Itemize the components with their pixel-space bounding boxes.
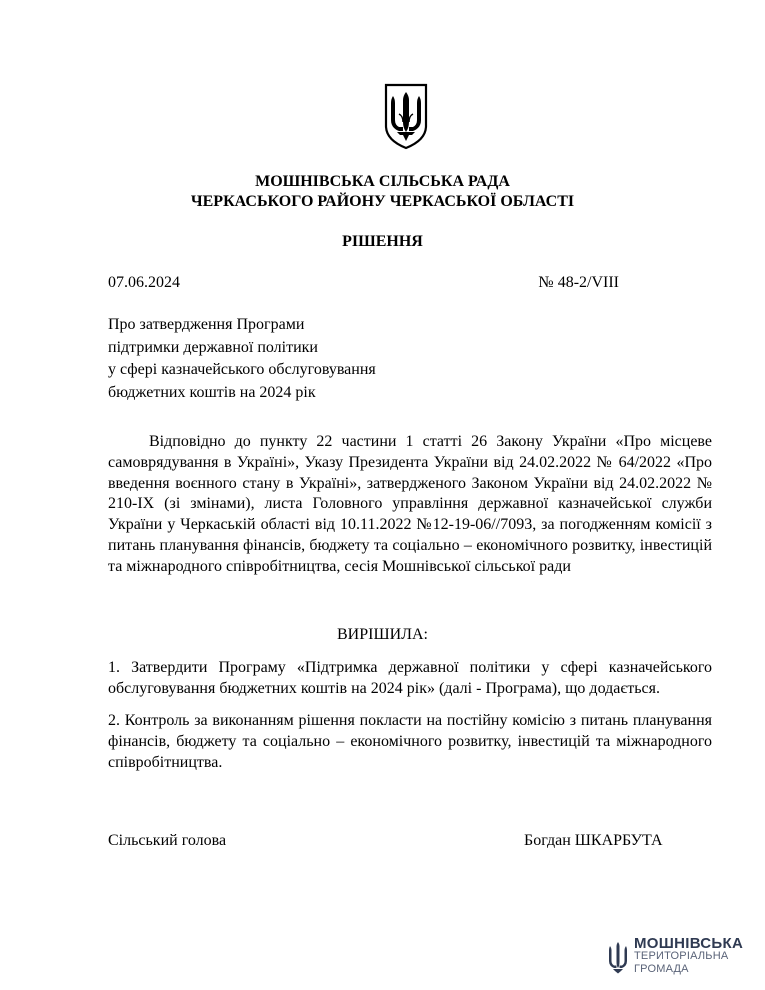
trident-icon xyxy=(382,82,430,150)
coat-of-arms-emblem xyxy=(382,82,430,150)
subject-line: бюджетних коштів на 2024 рік xyxy=(108,383,316,401)
decision-date: 07.06.2024 xyxy=(108,274,180,291)
signatory-title: Сільський голова xyxy=(108,832,227,849)
preamble-paragraph: Відповідно до пункту 22 частини 1 статті 26 Закону України «Про місцеве самоврядування в Україні», Указу Президента України від 24.02.2022 № 64/2022 «Про введення воєнного стану в Україні», затвердженого Законом України від 24.02.2022 № 210-IX (зі змінами), листа Головного управління державної казначейської служби України у Черкаській області від 10.11.2022 №12-19-06//7093, за погодженням комісії з питань планування фінансів, бюджету та соціально – економічного розвитку, інвестицій та міжнародного співробітництва, сесія Мошнівської сільської ради xyxy=(108,433,712,575)
subject-line: Про затвердження Програми xyxy=(108,316,305,333)
council-name: МОШНІВСЬКА СІЛЬСЬКА РАДА xyxy=(255,173,510,190)
logo-subtitle: ГРОМАДА xyxy=(634,963,689,975)
signatory-name: Богдан ШКАРБУТА xyxy=(524,832,663,849)
resolved-heading: ВИРІШИЛА: xyxy=(337,626,428,643)
decision-number: № 48-2/VIII xyxy=(538,274,619,291)
trident-logo-icon xyxy=(607,940,629,974)
logo-title: МОШНІВСЬКА xyxy=(634,935,744,952)
logo-subtitle: ТЕРИТОРІАЛЬНА xyxy=(634,950,729,962)
subject-line: у сфері казначейського обслуговування xyxy=(108,361,376,378)
community-logo xyxy=(607,937,743,976)
resolution-item: 1. Затвердити Програму «Підтримка державної політики у сфері казначейського обслуговування бюджетних коштів на 2024 рік» (далі - Програма), що додається. xyxy=(108,659,712,697)
resolution-item: 2. Контроль за виконанням рішення покласти на постійну комісію з питань планування фінансів, бюджету та соціально – економічного розвитку, інвестицій та міжнародного співробітництва. xyxy=(108,712,712,771)
council-district: ЧЕРКАСЬКОГО РАЙОНУ ЧЕРКАСЬКОЇ ОБЛАСТІ xyxy=(190,193,575,210)
decision-subject xyxy=(108,314,376,404)
subject-line: підтримки державної політики xyxy=(108,338,318,356)
document-type-heading: РІШЕННЯ xyxy=(342,233,423,250)
